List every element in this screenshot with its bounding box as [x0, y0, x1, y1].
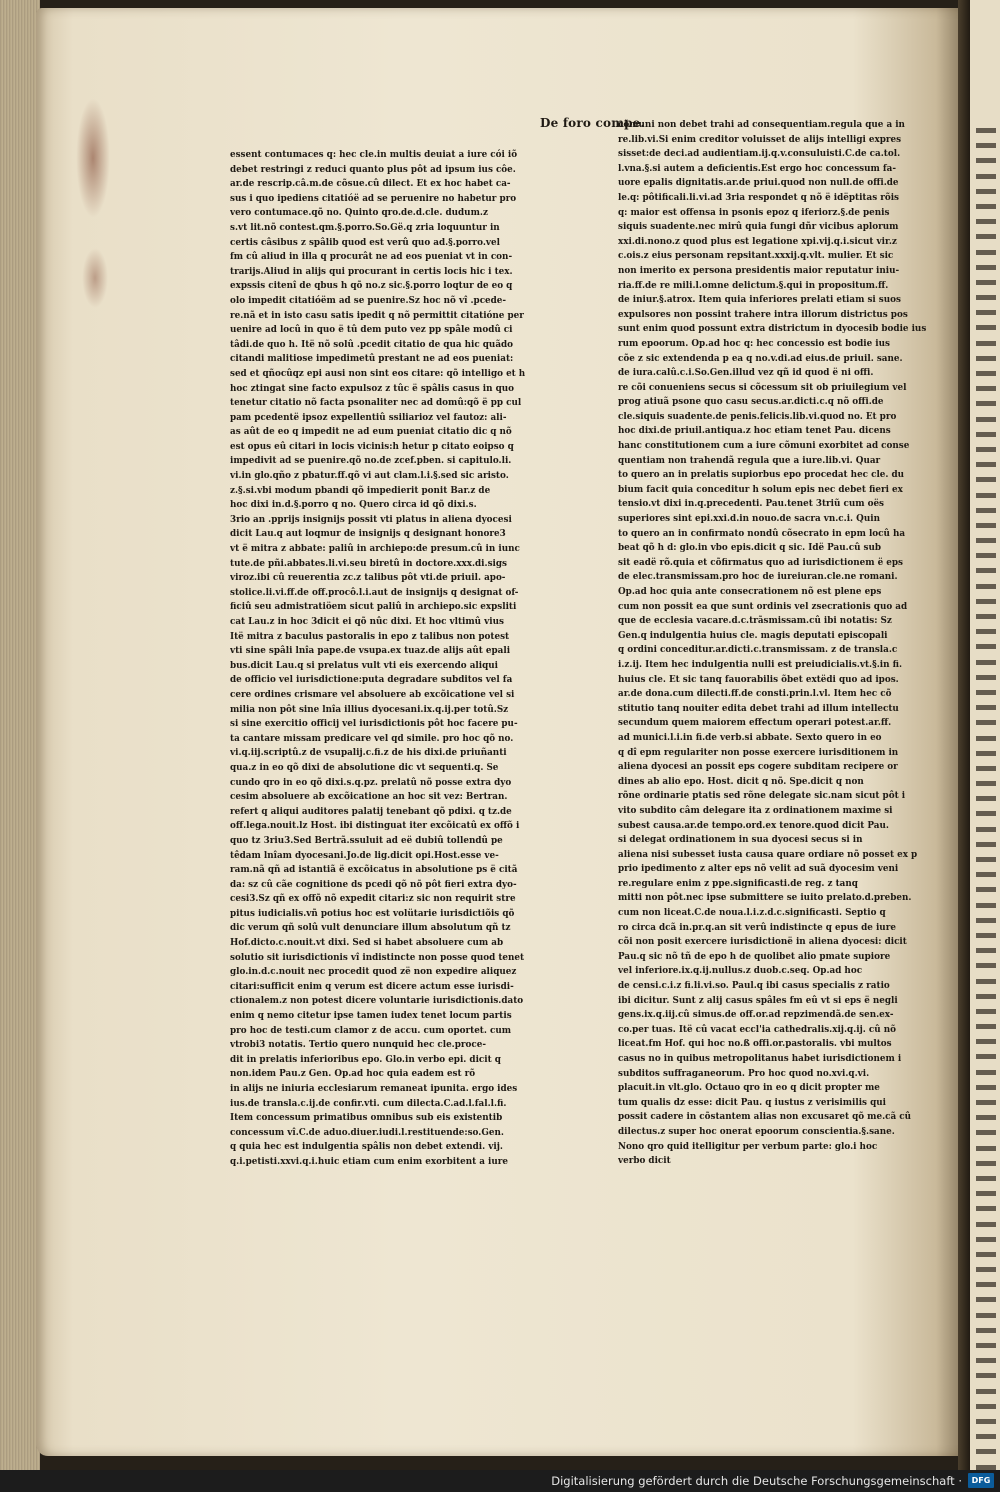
text-line: cõi non posit exercere iurisdictionë in aliena dyocesi: dicit [618, 937, 907, 948]
text-line: si sine exercitio officij vel iurisdictionis pôt hoc facere pu- [230, 719, 518, 730]
text-line: ria.ff.de re mili.l.omne delictum.§.qui in propositum.ff. [618, 280, 889, 291]
text-line: subest causa.ar.de tempo.ord.ex tenore.quod dicit Pau. [618, 820, 889, 831]
text-line: tâdi.de quo h. Itë nõ solû .pcedit citatio de qua hic quãdo [230, 339, 514, 350]
facing-page-line [976, 629, 996, 634]
text-line: cum non possit ea que sunt ordinis vel zsecrationis quo ad [618, 601, 908, 612]
text-line: hoc ztingat sine facto expulsoz z tûc ë spâlis casus in quo [230, 383, 514, 394]
text-line: casus no in quibus metropolitanus habet iurisdictionem i [618, 1054, 902, 1064]
text-line: ar.de dona.cum dilecti.ff.de consti.prin.l.vl. Item hec cõ [618, 689, 892, 700]
facing-page-line [976, 1434, 996, 1439]
text-line: concessum vî.C.de aduo.diuer.iudi.l.restituende:so.Gen. [230, 1127, 504, 1138]
facing-page-line [976, 189, 996, 194]
text-line: in alijs ne iniuria ecclesiarum remaneat ipunita. ergo ides [230, 1084, 518, 1094]
facing-page-line [976, 1130, 996, 1135]
facing-page-line [976, 811, 996, 816]
text-line: off.lega.nouit.lz Host. ibi distinguat iter excõicatû ex offõ i [230, 821, 520, 832]
running-head: De foro compe. [540, 116, 645, 130]
facing-page-line [976, 933, 996, 938]
text-line: trarijs.Aliud in alijs qui procurant in certis locis hic i tex. [230, 266, 513, 277]
facing-page-line [976, 781, 996, 786]
page-fore-edge [0, 0, 40, 1470]
facing-page-line [976, 872, 996, 877]
text-line: da: sz cû cãe cognitione ds pcedi qõ nõ pôt fieri extra dyo- [230, 879, 517, 890]
facing-page-line [976, 1054, 996, 1059]
text-line: non.idem Pau.z Gen. Op.ad hoc quia eadem est rõ [230, 1069, 476, 1080]
text-line: re.lib.vi.Si enim creditor voluisset de alijs intelligi expres [618, 134, 902, 145]
facing-page-line [976, 918, 996, 923]
facing-page-line [976, 948, 996, 953]
facing-page-line [976, 1343, 996, 1348]
facing-page-line [976, 1070, 996, 1075]
text-line: possit cadere in cõstantem alias non excusaret qõ me.cã cû [618, 1112, 911, 1123]
text-line: vt ë mitra z abbate: paliû in archiepo:de presum.cû in iunc [230, 544, 520, 555]
facing-page-line [976, 827, 996, 832]
text-line: vel inferiore.ix.q.ij.nullus.z duob.c.seq. Op.ad hoc [618, 966, 863, 977]
text-line: prio ipedimento z alter eps nõ velit ad suã dyocesim veni [618, 864, 899, 875]
facing-page-line [976, 1373, 996, 1378]
facing-page-line [976, 1465, 996, 1470]
facing-page-line [976, 1222, 996, 1227]
text-line: siquis suadente.nec mirû quia fungi dñr vicibus aplorum [618, 222, 899, 233]
facing-page-line [976, 1191, 996, 1196]
facing-page-line [976, 1313, 996, 1318]
text-line: de officio vel iurisdictione:puta degradare subditos vel fa [230, 675, 513, 686]
text-line: est opus eû citari in locis vicinis:h hetur p citato eoipso q [230, 441, 514, 452]
text-line: non imerito ex persona presidentis maior reputatur iniu- [618, 265, 900, 276]
facing-page-line [976, 1267, 996, 1272]
text-line: olo impedit citatióëm ad se puenire.Sz hoc nõ vî .pcede- [230, 295, 507, 306]
text-line: uore epalis dignitatis.ar.de priui.quod non null.de offi.de [618, 178, 899, 189]
text-line: tum qualis dz esse: dicit Pau. q iustus z verisimilis qui [618, 1097, 886, 1108]
text-line: Nono qro quid itelligitur per verbum parte: glo.i hoc [618, 1141, 878, 1152]
text-line: vito subdito câm delegare ita z ordinationem maxime si [618, 805, 893, 816]
text-line: ad munici.l.i.in fi.de verb.si abbate. Sexto quero in eo [618, 732, 882, 743]
text-line: ar.de rescrip.câ.m.de cõsue.cû dilect. Et ex hoc habet ca- [230, 179, 511, 190]
facing-page-line [976, 371, 996, 376]
text-line: ficiû seu admistratiöem sicut paliû in archiepo.sic expsliti [230, 602, 517, 613]
facing-page-line [976, 310, 996, 315]
text-line: têdam lnîam dyocesani.Jo.de lig.dicit opi.Host.esse ve- [230, 850, 499, 861]
text-line: ram.nã qñ ad istantiã ë excõicatus in absolutione ps ë citã [230, 865, 518, 876]
text-line: superiores sint epi.xxi.d.in nouo.de sacra vn.c.i. Quin [618, 514, 880, 525]
text-line: solutio sit iurisdictionis vî indistincte non posse quod tenet [230, 952, 525, 963]
text-line: ctionalem.z non potest dicere voluntarie iurisdictionis.dato [230, 996, 524, 1007]
facing-page-line [976, 644, 996, 649]
facing-page-line [976, 1419, 996, 1424]
facing-page-line [976, 493, 996, 498]
facing-page-line [976, 1024, 996, 1029]
text-line: as aût de eo q impedit ne ad eum pueniat citatio dic q nõ [230, 427, 512, 438]
text-column-left [230, 148, 570, 1170]
text-line: rum epoorum. Op.ad hoc q: hec concessio est bodie ius [618, 338, 890, 349]
facing-page-line [976, 979, 996, 984]
text-line: bium facit quia conceditur h solum epis nec debet fieri ex [618, 484, 903, 495]
facing-page-line [976, 204, 996, 209]
facing-page-line [976, 1252, 996, 1257]
facing-page-line [976, 250, 996, 255]
text-line: ius.de transla.c.ij.de confir.vti. cum dilecta.C.ad.l.fal.l.fi. [230, 1098, 507, 1109]
text-line: impedivit ad se puenire.qõ no.de zcef.pben. si capitulo.li. [230, 456, 512, 467]
text-line: q quia hec est indulgentia spâlis non debet extendi. vij. [230, 1142, 503, 1153]
facing-page-line [976, 903, 996, 908]
text-line: aliena nisi subesset iusta causa quare ordiare nõ posset ex p [618, 849, 918, 860]
facing-page-line [976, 295, 996, 300]
text-line: subditos suffraganeorum. Pro hoc quod no.xvi.q.vi. [618, 1068, 870, 1079]
text-line: mitti non pôt.nec ipse submittere se iuito prelato.d.preben. [618, 893, 912, 904]
facing-page-line [976, 538, 996, 543]
facing-page-line [976, 614, 996, 619]
text-line: placuit.in vlt.glo. Octauo qro in eo q dicit propter me [618, 1083, 880, 1094]
facing-page-line [976, 766, 996, 771]
text-line: vero contumace.qõ no. Quinto qro.de.d.cle. dudum.z [230, 208, 488, 219]
text-line: huius cle. Et sic tanq fauorabilis õbet extëdi quo ad ipos. [618, 674, 899, 685]
text-line: gens.ix.q.iij.cû simus.de off.or.ad repzimendã.de sen.ex- [618, 1010, 894, 1021]
facing-page-line [976, 477, 996, 482]
facing-page-line [976, 1404, 996, 1409]
facing-page-line [976, 887, 996, 892]
facing-page-line [976, 736, 996, 741]
text-line: hanc constitutionem cum a iure cõmuni exorbitet ad conse [618, 441, 910, 452]
text-line: stolice.li.vi.ff.de off.procô.l.i.aut de insignijs q designat of- [230, 587, 519, 598]
facing-page-line [976, 265, 996, 270]
text-line: ro circa dcã in.pr.q.an sit verû indistincte q epus de iure [618, 922, 896, 933]
text-line: expulsores non possint trahere intra illorum districtus pos [618, 309, 908, 320]
facing-page-line [976, 417, 996, 422]
text-line: tute.de pñi.abbates.li.vi.seu biretû in doctore.xxx.di.sigs [230, 558, 507, 569]
facing-page-line [976, 1100, 996, 1105]
facing-page-line [976, 690, 996, 695]
text-line: citandi malitiose impedimetû prestant ne ad eos pueniat: [230, 354, 514, 365]
text-line: dit in prelatis inferioribus epo. Glo.in verbo epi. dicit q [230, 1054, 501, 1065]
facing-page-line [976, 751, 996, 756]
facing-page-line [976, 325, 996, 330]
text-line: cat Lau.z in hoc 3dicit ei qõ nûc dixi. Et hoc vltimû vius [230, 617, 504, 627]
text-line: ibi dicitur. Sunt z alij casus spâles fm eû vt si eps ë negli [618, 995, 898, 1006]
text-line: to quero an in prelatis supiorbus epo procedat hec cle. du [618, 470, 905, 481]
facing-page-line [976, 234, 996, 239]
text-line: 3rio an .pprijs insignijs possit vti platus in aliena dyocesi [230, 514, 512, 525]
facing-page-line [976, 1237, 996, 1242]
text-line: sit eadë rõ.quia et cõfirmatus quo ad iurisdictionem ë eps [618, 557, 903, 568]
facing-page-line [976, 1282, 996, 1287]
text-line: expssis citenî de qbus h qõ no.z sic.§.porro loqtur de eo q [230, 281, 513, 292]
text-line: cõe z sic extendenda p ea q no.v.di.ad eius.de priuil. sane. [618, 353, 903, 364]
text-line: tensio.vt dixi in.q.precedenti. Pau.tenet 3triũ cum oës [618, 499, 885, 510]
text-line: de iura.calû.c.i.So.Gen.illud vez qñ id quod ë ni offi. [618, 368, 874, 379]
text-line: re cõi conueniens secus si cõcessum sit ob priuilegium vel [618, 382, 907, 393]
facing-page-line [976, 1297, 996, 1302]
facing-page-line [976, 553, 996, 558]
text-line: secundum quem maiorem effectum operari potest.ar.ff. [618, 718, 892, 729]
text-line: re.regulare enim z ppe.significasti.de reg. z tanq [618, 878, 858, 889]
facing-page-line [976, 219, 996, 224]
text-line: glo.in.d.c.nouit nec procedit quod zë non expedire aliquez [230, 967, 517, 978]
text-line: q.i.petisti.xxvi.q.i.huic etiam cum enim exorbitent a iure [230, 1156, 509, 1167]
facing-page-line [976, 1206, 996, 1211]
text-column-right [618, 118, 943, 1169]
facing-page-line [976, 143, 996, 148]
text-line: cõmuni non debet trahi ad consequentiam.regula que a in [618, 120, 905, 130]
text-line: de elec.transmissam.pro hoc de iureiuran.cle.ne romani. [618, 572, 898, 583]
facing-page-line [976, 1146, 996, 1151]
text-line: pitus iudicialis.vñ potius hoc est volütarie iurisdictiõis qõ [230, 908, 515, 919]
text-line: s.vt lit.nõ contest.qm.§.porro.So.Gë.q zria loquuntur in [230, 222, 500, 233]
text-line: de censi.c.i.z fi.li.vi.so. Paul.q ibi casus specialis z ratio [618, 981, 890, 992]
text-line: l.vna.§.si autem a deficientis.Est ergo hoc concessum fa- [618, 163, 896, 174]
text-line: vtrobi3 notatis. Tertio quero nunquid hec cle.proce- [230, 1040, 486, 1051]
facing-page-line [976, 599, 996, 604]
text-line: aliena dyocesi an possit eps cogere subditam recipere or [618, 762, 898, 773]
text-line: q ordini conceditur.ar.dicti.c.transmissam. z de transla.c [618, 645, 898, 656]
text-line: de iniur.§.atrox. Item quia inferiores prelati etiam si suos [618, 295, 901, 306]
dfg-logo: DFG [968, 1473, 994, 1488]
facing-page-line [976, 128, 996, 133]
text-line: sisset:de deci.ad audientiam.ij.q.v.consuluisti.C.de ca.tol. [618, 149, 901, 160]
facing-page-line [976, 523, 996, 528]
text-line: bus.dicit Lau.q si prelatus vult vti eis exercendo aliqui [230, 660, 498, 671]
text-line: Item concessum primatibus omnibus sub eis existentib [230, 1113, 503, 1124]
text-line: certis câsibus z spâlib quod est verû quo ad.§.porro.vel [230, 237, 500, 248]
facing-page-line [976, 1039, 996, 1044]
facing-page-line [976, 1358, 996, 1363]
facing-page-line [976, 796, 996, 801]
text-line: vi.q.iij.scriptû.z de vsupalij.c.fi.z de his dixi.de priuñanti [230, 748, 507, 759]
text-line: prog atiuã psone quo casu secus.ar.dicti.c.q nõ offi.de [618, 397, 884, 408]
text-line: liceat.fm Hof. qui hoc no.ß offi.or.pastoralis. vbi multos [618, 1039, 892, 1050]
facing-page-line [976, 432, 996, 437]
text-line: debet restringi z reduci quanto plus pôt ad ipsum ius côe. [230, 164, 516, 175]
text-line: le.q: pôtificali.li.vi.ad 3ria respondet q nõ ë idëptitas rõis [618, 192, 900, 203]
text-line: i.z.ij. Item hec indulgentia nulli est preiudicialis.vt.§.in fi. [618, 659, 903, 670]
text-line: Hof.dicto.c.nouit.vt dixi. Sed si habet absoluere cum ab [230, 938, 504, 949]
text-line: c.ois.z eius personam repsitant.xxxij.q.vlt. mulier. Et sic [618, 251, 894, 262]
text-line: hoc dixi.de priuil.antiqua.z hoc etiam tenet Pau. dicens [618, 426, 891, 437]
text-line: si delegat ordinationem in sua dyocesi secus si in [618, 835, 863, 846]
facing-page-line [976, 705, 996, 710]
text-line: vti sine spâli lnîa pape.de vsupa.ex tuaz.de alijs aût epali [230, 646, 511, 657]
text-line: xxi.di.nono.z quod plus est legatione xpi.vij.q.i.sicut vir.z [618, 236, 897, 247]
text-line: cesim absoluere ab excõicatione an hoc sit vez: Bertran. [230, 792, 508, 803]
text-line: q dî epm regulariter non posse exercere iurisditionem in [618, 747, 899, 758]
text-line: z.§.si.vbi modum pbandi qõ impedierit ponit Bar.z de [230, 485, 491, 496]
text-line: uenire ad locû in quo ë tû dem puto vez pp spâle modû ci [230, 325, 513, 336]
text-line: Op.ad hoc quia ante consecrationem nõ est plene eps [618, 587, 882, 597]
facing-page-line [976, 584, 996, 589]
text-line: enim q nemo citetur ipse tamen iudex tenet locum partis [230, 1011, 512, 1022]
text-line: refert q aliqui auditores palatij tenebant qõ pdixi. q tz.de [230, 806, 512, 817]
text-line: cum non liceat.C.de noua.l.i.z.d.c.significasti. Septio q [618, 908, 886, 919]
text-line: dicit Lau.q aut loqmur de insignijs q designant honore3 [230, 529, 506, 540]
text-line: ta cantare missam predicare vel qd simile. pro hoc qõ no. [230, 733, 514, 744]
facing-page-line [976, 857, 996, 862]
text-line: quo tz 3riu3.Sed Bertrã.ssuluit ad eë dubiû tollendû pe [230, 835, 503, 846]
footer-bar [0, 1470, 1000, 1492]
text-line: sus i quo ipediens citatióë ad se peruenire no habetur pro [230, 193, 517, 204]
text-line: co.per tuas. Itë cû vacat eccl'ia cathedralis.xij.q.ij. cû nõ [618, 1024, 896, 1035]
facing-page-line [976, 174, 996, 179]
facing-page-line [976, 356, 996, 361]
text-line: re.nã et in isto casu satis ipedit q nõ permittit citatióne per [230, 310, 524, 321]
facing-page-line [976, 842, 996, 847]
text-line: essent contumaces q: hec cle.in multis deuiat a iure cói iõ [230, 150, 518, 160]
text-line: dic verum qñ solû vult denunciare illum absolutum qñ tz [230, 923, 511, 934]
facing-page-line [976, 1389, 996, 1394]
text-line: qua.z in eo qõ dixi de absolutione dic vt sequenti.q. Se [230, 762, 499, 773]
text-line: que de ecclesia vacare.d.c.trãsmissam.cû ibi notatis: Sz [618, 616, 892, 627]
text-line: sed et qñocûqz epi ausi non sint eos citare: qõ intelligo et h [230, 368, 526, 379]
text-line: q: maior est offensa in psonis epoz q iferiorz.§.de penis [618, 207, 890, 218]
facing-page-line [976, 386, 996, 391]
text-line: milia non pôt sine lnîa illius dyocesani.ix.q.ij.per totû.Sz [230, 704, 509, 715]
facing-page-line [976, 401, 996, 406]
facing-page-line [976, 963, 996, 968]
text-line: dines ab alio epo. Host. dicit q nõ. Spe.dicit q non [618, 776, 864, 787]
text-line: cere ordines crismare vel absoluere ab excõicatione vel si [230, 689, 515, 700]
text-line: rõne ordinarie ptatis sed rõne delegate sic.nam sicut pôt i [618, 791, 906, 802]
facing-page-line [976, 1161, 996, 1166]
text-line: verbo dicit [618, 1156, 671, 1167]
facing-page-line [976, 462, 996, 467]
facing-page-line [976, 720, 996, 725]
funding-credit: Digitalisierung gefördert durch die Deutsche Forschungsgemeinschaft · [551, 1474, 962, 1488]
text-line: Pau.q sic nõ tñ de epo h de quolibet alio pmate supiore [618, 951, 891, 962]
facing-page-line [976, 1085, 996, 1090]
text-line: quentiam non trahendã regula que a iure.lib.vi. Quar [618, 455, 881, 466]
facing-page-line [976, 508, 996, 513]
text-line: hoc dixi in.d.§.porro q no. Quero circa id qõ dixi.s. [230, 500, 477, 511]
facing-page-line [976, 1115, 996, 1120]
text-line: vi.in glo.qño z pbatur.ff.qõ vi aut clam.l.i.§.sed sic aristo. [230, 471, 509, 482]
text-line: cle.siquis suadente.de penis.felicis.lib.vi.quod no. Et pro [618, 411, 897, 422]
text-line: pam pcedentë ipsoz expellentiû ssiliarioz vel fautoz: ali- [230, 412, 507, 423]
facing-page-line [976, 1449, 996, 1454]
text-line: to quero an in confirmato nondû cõsecrato in epm locû ha [618, 528, 906, 539]
text-line: dilectus.z super hoc onerat epoorum conscientia.§.sane. [618, 1126, 895, 1137]
text-line: stitutio tanq nouiter edita debet trahi ad illum intellectu [618, 703, 899, 714]
facing-page-line [976, 1176, 996, 1181]
facing-page-line [976, 660, 996, 665]
facing-page-line [976, 1328, 996, 1333]
text-line: sunt enim quod possunt extra districtum in dyocesib bodie ius [618, 324, 927, 335]
facing-page-line [976, 280, 996, 285]
text-line: beat qõ h d: glo.in vbo epis.dicit q sic. Idë Pau.cû sub [618, 543, 882, 554]
text-line: Itë mitra z baculus pastoralis in epo z talibus non potest [230, 631, 510, 642]
facing-page-line [976, 568, 996, 573]
text-line: citari:sufficit enim q verum est dicere actum esse iurisdi- [230, 981, 514, 992]
facing-page-line [976, 675, 996, 680]
page-stain [76, 98, 110, 218]
text-line: fm cû aliud in illa q procurât ne ad eos pueniat vt in con- [230, 252, 513, 263]
facing-page-line [976, 994, 996, 999]
page-stain-small [82, 248, 108, 308]
facing-page-line [976, 1009, 996, 1014]
facing-page-line [976, 447, 996, 452]
text-line: tenetur citatio nõ facta psonaliter nec ad domû:qõ ë pp cul [230, 398, 522, 409]
facing-page-edge [970, 0, 1000, 1470]
facing-page-line [976, 158, 996, 163]
facing-page-line [976, 341, 996, 346]
text-line: pro hoc de testi.cum clamor z de accu. cum oportet. cum [230, 1025, 512, 1036]
text-line: cundo qro in eo qõ dixi.s.q.pz. prelatû nõ posse extra dyo [230, 777, 512, 788]
text-line: Gen.q indulgentia huius cle. magis deputati episcopali [618, 630, 888, 641]
text-line: cesi3.Sz qñ ex offõ nõ expedit citari:z sic non requirit stre [230, 894, 516, 905]
text-line: viroz.ibi cû reuerentia zc.z talibus pôt vti.de priuil. apo- [230, 573, 506, 584]
